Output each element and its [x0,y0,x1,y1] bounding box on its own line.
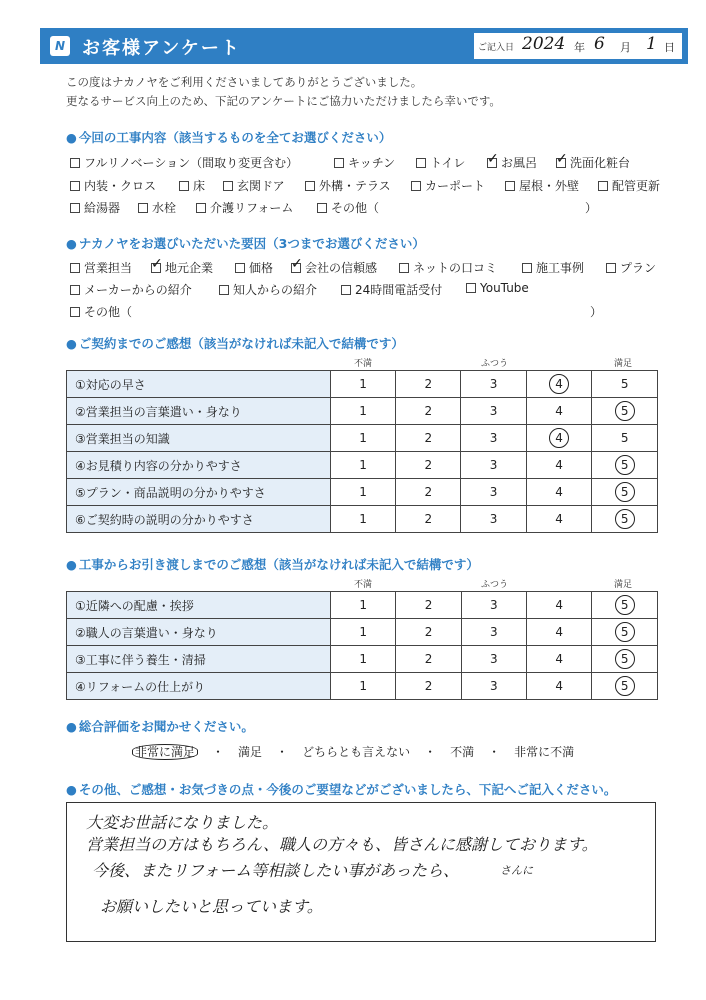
rating-option-3[interactable]: 3 [461,398,526,425]
rating-option-4[interactable]: 4 [526,592,591,619]
rating-question: ①対応の早さ [67,371,331,398]
reason-option[interactable] [466,281,529,295]
scale-low: 不満 [354,359,373,369]
checkbox-icon[interactable] [598,181,608,191]
section-title-overall: ● 総合評価をお聞かせください。 [66,717,254,735]
rating-option-4[interactable]: 4 [526,673,591,700]
rating-option-2[interactable]: 2 [396,646,461,673]
comment-line: 今後、またリフォーム等相談したい事があったら、 [92,861,460,880]
rating-option-5[interactable]: 5 [592,673,658,700]
table-row [67,646,658,673]
table-row [67,371,658,398]
rating-option-1[interactable]: 1 [330,506,395,533]
reason-label: 価格 [249,261,274,275]
work-type-option[interactable] [416,154,465,171]
comment-line: 営業担当の方はもちろん、職人の方々も、皆さんに感謝しております。 [86,835,598,854]
checkbox-icon[interactable] [411,181,421,191]
work-type-option[interactable] [334,154,395,171]
reason-option[interactable] [70,303,132,320]
rating-option-5[interactable]: 5 [592,592,658,619]
date-day[interactable]: 1 [646,34,657,54]
rating-option-4[interactable]: 4 [526,479,592,506]
rating-option-2[interactable]: 2 [396,398,461,425]
checkbox-icon[interactable] [223,181,233,191]
rating-option-3[interactable]: 3 [461,506,526,533]
work-type-label: 外構・テラス [319,179,391,193]
reason-label: メーカーからの紹介 [84,283,192,297]
checkbox-icon[interactable] [466,283,476,293]
checkbox-icon[interactable] [70,263,80,273]
rating-question: ③営業担当の知識 [67,425,331,452]
checkbox-icon[interactable] [291,263,301,273]
reason-label: YouTube [480,281,529,295]
rating-option-1[interactable]: 1 [330,398,395,425]
work-type-label: キッチン [348,156,396,170]
table-row [67,452,658,479]
rating-question: ①近隣への配慮・挨拶 [67,592,331,619]
work-type-label: 給湯器 [84,201,121,215]
reason-option[interactable] [399,259,497,276]
reason-option[interactable] [70,259,132,276]
separator: ・ [424,745,437,759]
rating-question: ④お見積り内容の分かりやすさ [67,452,331,479]
rating-option-1[interactable]: 1 [331,646,396,673]
work-type-option[interactable] [487,154,537,171]
work-type-label: 玄関ドア [237,179,285,193]
table-row [67,673,658,700]
separator: ・ [488,745,501,759]
checkbox-icon[interactable] [196,203,206,213]
section-title-comments: ● その他、ご感想・お気づきの点・今後のご要望などがございましたら、下記へご記入ください。 [66,780,616,798]
rating-option-1[interactable]: 1 [330,425,395,452]
rating-option-1[interactable]: 1 [331,619,396,646]
reason-option[interactable] [70,281,192,298]
comment-aside: さんに [500,864,533,877]
reason-label: 施工事例 [536,261,585,275]
table-row [67,398,658,425]
rating-option-1[interactable]: 1 [330,371,395,398]
rating-option-2[interactable]: 2 [396,371,461,398]
rating-option-3[interactable]: 3 [461,425,526,452]
work-type-option[interactable] [223,177,285,194]
rating-option-1[interactable]: 1 [331,673,396,700]
scale-high: 満足 [614,359,633,369]
rating-option-5[interactable]: 5 [592,479,658,506]
separator: ・ [212,745,225,759]
work-type-option[interactable] [70,199,120,216]
checkbox-icon[interactable] [151,263,161,273]
overall-option[interactable]: どちらとも言えない [302,745,411,759]
overall-option[interactable]: 不満 [450,745,475,759]
work-type-option[interactable] [317,199,379,216]
rating-option-4[interactable]: 4 [526,398,592,425]
checkbox-icon[interactable] [70,158,80,168]
checkbox-icon[interactable] [235,263,245,273]
rating-option-2[interactable]: 2 [396,592,461,619]
rating-option-2[interactable]: 2 [396,619,461,646]
rating-question: ②営業担当の言葉遣い・身なり [67,398,331,425]
rating-option-5[interactable]: 5 [592,646,658,673]
reason-option[interactable] [151,259,213,276]
work-type-label: お風呂 [501,156,538,170]
section-title-reasons: ● ナカノヤをお選びいただいた要因（3つまでお選びください） [66,234,425,252]
reason-label: 知人からの紹介 [233,283,318,297]
checkbox-icon[interactable] [305,181,315,191]
rating-question: ④リフォームの仕上がり [67,673,331,700]
reason-label: 会社の信頼感 [305,261,378,275]
checkbox-icon[interactable] [522,263,532,273]
year-unit: 年 [574,41,585,54]
work-type-option[interactable] [411,177,485,194]
checkbox-icon[interactable] [70,203,80,213]
work-type-label: カーポート [425,179,486,193]
rating-option-5[interactable]: 5 [592,425,658,452]
reason-label: ネットの口コミ [413,261,498,275]
reason-option[interactable] [235,259,273,276]
date-month[interactable]: 6 [594,34,605,54]
section-title-construction: ● 工事からお引き渡しまでのご感想（該当がなければ未記入で結構です） [66,555,479,573]
rating-question: ⑤プラン・商品説明の分かりやすさ [67,479,331,506]
checkbox-icon[interactable] [341,285,351,295]
checkbox-icon[interactable] [70,181,80,191]
work-type-option[interactable] [138,199,176,216]
work-type-label: 屋根・外壁 [519,179,580,193]
work-type-option[interactable] [556,154,630,171]
section-title-work: ● 今回の工事内容（該当するものを全てお選びください） [66,128,391,146]
company-logo: N [50,36,70,56]
rating-option-2[interactable]: 2 [396,452,461,479]
rating-option-1[interactable]: 1 [330,452,395,479]
overall-option[interactable]: 非常に満足 [132,744,198,760]
checkbox-icon[interactable] [416,158,426,168]
work-type-label: 介護リフォーム [210,201,294,215]
intro-line: この度はナカノヤをご利用くださいましてありがとうございました。 [66,75,423,89]
rating-question: ②職人の言葉遣い・身なり [67,619,331,646]
rating-option-2[interactable]: 2 [396,479,461,506]
scale-low: 不満 [354,580,373,590]
reason-option[interactable] [341,281,442,298]
reason-option[interactable] [522,259,584,276]
reason-label: 地元企業 [165,261,214,275]
work-type-option[interactable] [305,177,391,194]
checkbox-icon[interactable] [317,203,327,213]
comment-line: 大変お世話になりました。 [86,813,279,832]
table-row [67,619,658,646]
work-type-option[interactable] [70,154,298,171]
comment-line: お願いしたいと思っています。 [100,897,323,916]
reason-label: プラン [620,261,657,275]
work-type-label: 内装・クロス [84,179,157,193]
rating-option-4[interactable]: 4 [526,646,591,673]
date-year[interactable]: 2024 [522,34,566,54]
rating-option-1[interactable]: 1 [330,479,395,506]
rating-option-3[interactable]: 3 [461,479,526,506]
month-unit: 月 [620,41,631,54]
work-type-label: 洗面化粧台 [570,156,631,170]
checkbox-icon[interactable] [487,158,497,168]
reason-option[interactable] [291,259,377,276]
work-type-option[interactable] [70,177,156,194]
rating-option-1[interactable]: 1 [331,592,396,619]
rating-option-3[interactable]: 3 [461,646,526,673]
table-row [67,506,658,533]
table-row [67,479,658,506]
table-row [67,592,658,619]
rating-option-5[interactable]: 5 [592,398,658,425]
reason-option[interactable] [606,259,656,276]
scale-mid: ふつう [481,580,509,590]
rating-option-5[interactable]: 5 [592,452,658,479]
checkbox-icon[interactable] [334,158,344,168]
rating-option-5[interactable]: 5 [592,371,658,398]
checkbox-icon[interactable] [505,181,515,191]
rating-option-2[interactable]: 2 [396,506,461,533]
contract-rating-table [66,370,658,533]
rating-question: ⑥ご契約時の説明の分かりやすさ [67,506,331,533]
overall-option[interactable]: 満足 [238,745,263,759]
work-type-label: 配管更新 [612,179,661,193]
construction-rating-table [66,591,658,700]
rating-option-3[interactable]: 3 [461,371,526,398]
reason-label: 24時間電話受付 [355,283,443,297]
reason-option[interactable] [219,281,317,298]
rating-option-5[interactable]: 5 [592,619,658,646]
rating-option-5[interactable]: 5 [592,506,658,533]
rating-question: ③工事に伴う養生・清掃 [67,646,331,673]
checkbox-icon[interactable] [606,263,616,273]
checkbox-icon[interactable] [219,285,229,295]
rating-option-4[interactable]: 4 [526,371,592,398]
work-type-label: 水栓 [152,201,177,215]
scale-mid: ふつう [481,359,509,369]
rating-option-4[interactable]: 4 [526,452,592,479]
form-title: お客様アンケート [82,38,241,59]
checkbox-icon[interactable] [556,158,566,168]
reason-label: その他（ [84,305,133,319]
section-title-contract: ● ご契約までのご感想（該当がなければ未記入で結構です） [66,334,404,352]
date-label: ご記入日 [478,43,515,53]
work-type-label: 床 [193,179,206,193]
work-type-option[interactable] [505,177,579,194]
work-type-label: その他（ [331,201,380,215]
overall-option[interactable]: 非常に不満 [514,745,575,759]
rating-option-3[interactable]: 3 [461,619,526,646]
work-type-label: フルリノベーション（間取り変更含む） [84,156,299,170]
checkbox-icon[interactable] [399,263,409,273]
rating-option-4[interactable]: 4 [526,619,591,646]
checkbox-icon[interactable] [138,203,148,213]
work-type-option[interactable] [196,199,293,216]
rating-option-3[interactable]: 3 [461,592,526,619]
rating-option-2[interactable]: 2 [396,425,461,452]
checkbox-icon[interactable] [179,181,189,191]
separator: ・ [276,745,289,759]
work-type-option[interactable] [179,177,205,194]
scale-high: 満足 [614,580,633,590]
close-paren: ） [590,305,603,319]
intro-line: 更なるサービス向上のため、下記のアンケートにご協力いただけましたら幸いです。 [66,94,501,108]
rating-option-3[interactable]: 3 [461,673,526,700]
day-unit: 日 [664,41,675,54]
checkbox-icon[interactable] [70,285,80,295]
table-row [67,425,658,452]
checkbox-icon[interactable] [70,307,80,317]
close-paren: ） [585,201,598,215]
overall-rating-options [132,743,588,760]
work-type-option[interactable] [598,177,660,194]
rating-option-2[interactable]: 2 [396,673,461,700]
work-type-label: トイレ [430,156,466,170]
rating-option-4[interactable]: 4 [526,425,592,452]
rating-option-3[interactable]: 3 [461,452,526,479]
reason-label: 営業担当 [84,261,133,275]
rating-option-4[interactable]: 4 [526,506,592,533]
